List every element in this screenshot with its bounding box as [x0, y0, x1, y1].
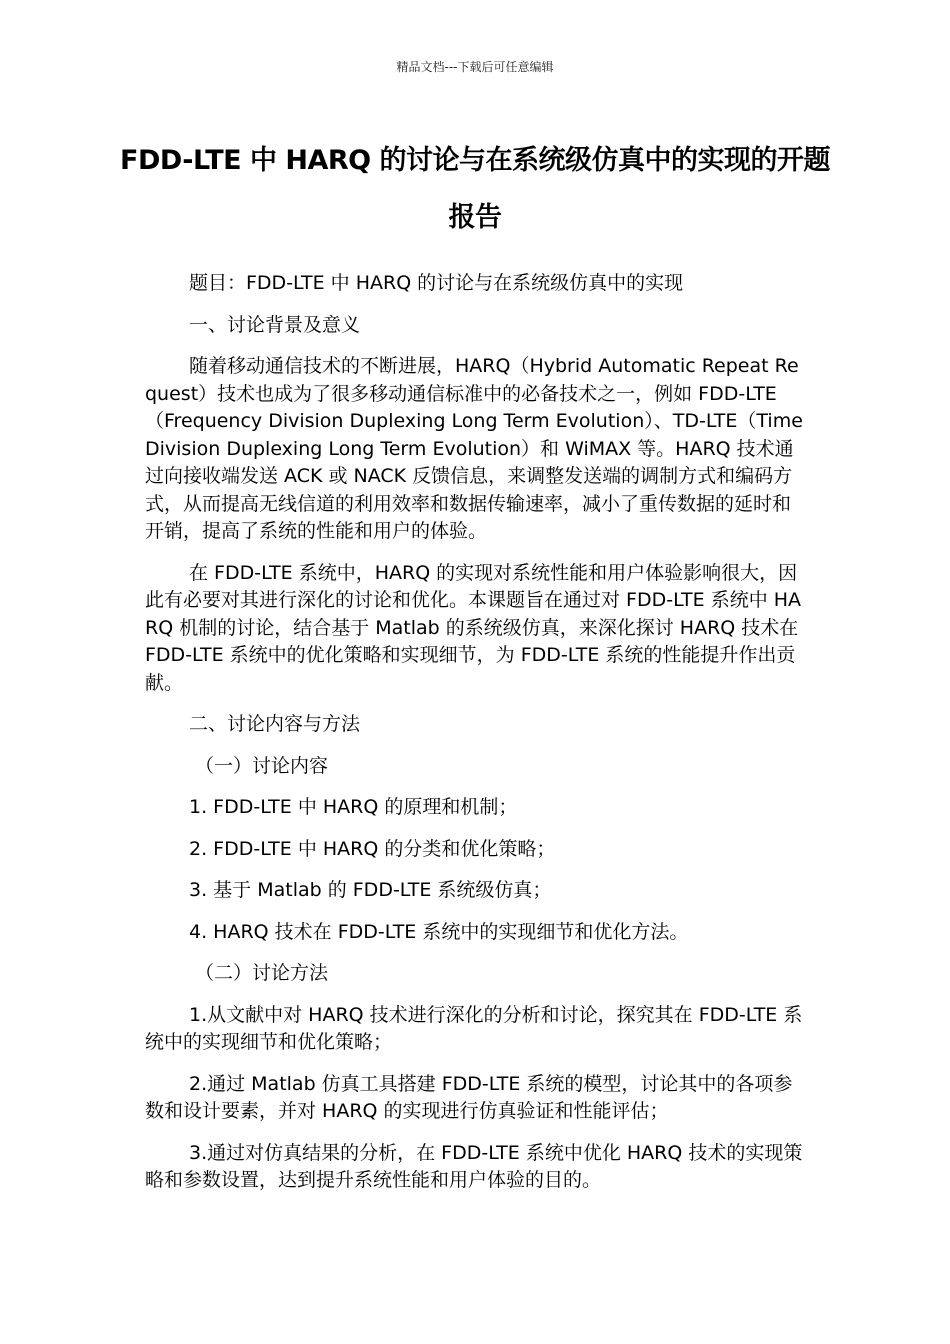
list-item: 2. FDD-LTE 中 HARQ 的分类和优化策略；	[189, 837, 556, 860]
list-item: 4. HARQ 技术在 FDD-LTE 系统中的实现细节和优化方法。	[189, 920, 689, 943]
subject-line: 题目：FDD-LTE 中 HARQ 的讨论与在系统级仿真中的实现	[189, 272, 684, 294]
page-header-note: 精品文档---下载后可任意编辑	[396, 60, 554, 74]
document-body	[145, 270, 805, 1209]
subsection-heading-content: （一）讨论内容	[195, 754, 329, 777]
body-paragraph: 在 FDD-LTE 系统中，HARQ 的实现对系统性能和用户体验影响很大，因此有必要对其进行深化的讨论和优化。本课题旨在通过对 FDD-LTE 系统中 HARQ 机制的讨论，结合基于 Matlab 的系统级仿真，来深化探讨 HARQ 技术在 FDD-LTE 系统中的优化策略和实现细节，为 FDD-LTE 系统的性能提升作出贡献。	[145, 561, 802, 694]
section-heading-background: 一、讨论背景及意义	[189, 313, 361, 336]
subsection-heading-method: （二）讨论方法	[195, 962, 329, 984]
list-item: 2.通过 Matlab 仿真工具搭建 FDD-LTE 系统的模型，讨论其中的各项参数和设计要素，并对 HARQ 的实现进行仿真验证和性能评估；	[145, 1072, 793, 1122]
body-paragraph: 随着移动通信技术的不断进展，HARQ（Hybrid Automatic Repeat Request）技术也成为了很多移动通信标准中的必备技术之一，例如 FDD-LTE（Frequency Division Duplexing Long Term Evolution）、TD-LTE（Time Division Duplexing Long Term Evolution）和 WiMAX 等。HARQ 技术通过向接收端发送 ACK 或 NACK 反馈信息，来调整发送端的调制方式和编码方式，从而提高无线信道的利用效率和数据传输速率，减小了重传数据的延时和开销，提高了系统的性能和用户的体验。	[145, 355, 803, 542]
list-item: 1.从文献中对 HARQ 技术进行深化的分析和讨论，探究其在 FDD-LTE 系统中的实现细节和优化策略；	[145, 1003, 803, 1053]
section-heading-content-method: 二、讨论内容与方法	[189, 713, 361, 735]
document-title: FDD-LTE 中 HARQ 的讨论与在系统级仿真中的实现的开题报告	[120, 145, 831, 233]
list-item: 1. FDD-LTE 中 HARQ 的原理和机制；	[189, 796, 518, 818]
list-item: 3.通过对仿真结果的分析，在 FDD-LTE 系统中优化 HARQ 技术的实现策略和参数设置，达到提升系统性能和用户体验的目的。	[145, 1141, 803, 1191]
list-item: 3. 基于 Matlab 的 FDD-LTE 系统级仿真；	[189, 879, 552, 901]
